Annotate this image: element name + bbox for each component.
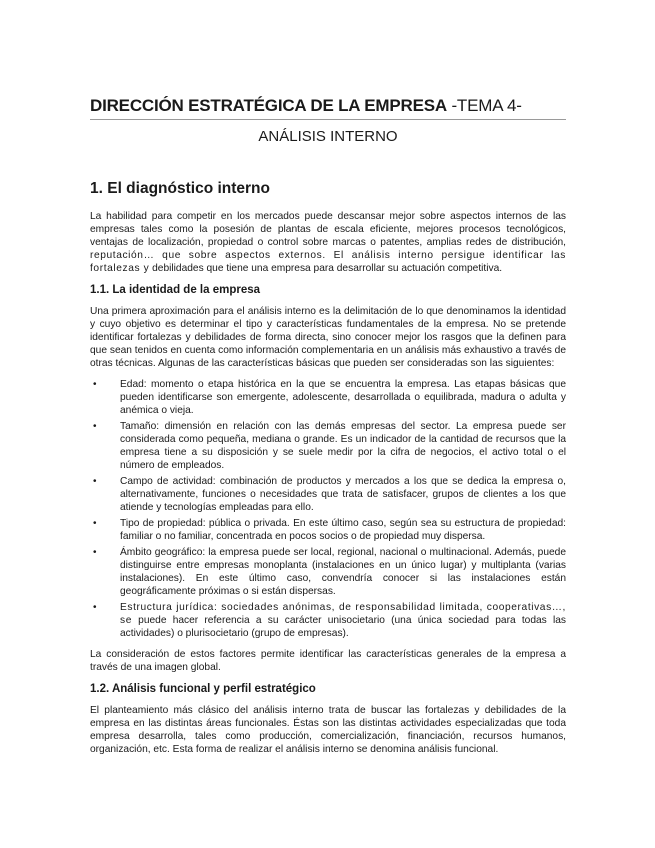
- document-title: [90, 96, 566, 120]
- list-item-text: Ámbito geográfico: la empresa puede ser local, regional, nacional o multinacional. Además, puede distinguirse entre empresas monoplanta (instalaciones en un único lugar) y multiplanta (varias instalaciones). En este último caso, convendría conocer si las instalaciones están geográficamente próximas o si están dispersas.: [120, 547, 566, 597]
- list-item: [93, 517, 566, 543]
- bullet-icon: •: [93, 547, 97, 558]
- list-item-text-b: puede hacer referencia a su carácter unisocietario (una única sociedad para todas las actividades) o plurisocietario (grupo de empresas).: [120, 615, 566, 639]
- document-subtitle: ANÁLISIS INTERNO: [258, 128, 398, 145]
- paragraph-diagnostico-part-b: reputación… que sobre aspectos externos. El análisis interno persigue identificar las fortalezas y: [90, 250, 566, 274]
- list-item-text-a: Estructura jurídica: sociedades anónimas, de responsabilidad limitada, cooperativas…, se: [120, 602, 566, 626]
- title-topic: -TEMA 4-: [446, 96, 522, 115]
- list-item-text: Tipo de propiedad: pública o privada. En este último caso, según sea su estructura de propiedad: familiar o no familiar, concentrada en pocos socios o de propiedad muy dispersa.: [120, 518, 566, 542]
- bullet-icon: •: [93, 518, 97, 529]
- paragraph-funcional: El planteamiento más clásico del análisis interno trata de buscar las fortalezas y debilidades de la empresa en las distintas áreas funcionales. Éstas son las distintas actividades especializadas que toda empresa desarrolla, tales como producción, comercialización, financiación, recursos humanos, organización, etc. Esta forma de realizar el análisis interno se denomina análisis funcional.: [90, 705, 566, 755]
- bullet-icon: •: [93, 476, 97, 487]
- bullet-icon: •: [93, 421, 97, 432]
- section-heading-diagnostico: 1. El diagnóstico interno: [90, 180, 270, 197]
- paragraph-identidad-intro: Una primera aproximación para el análisis interno es la delimitación de lo que denominamos la identidad y cuyo objetivo es determinar el tipo y características fundamentales de la empresa. No se pretende identificar fortalezas y debilidades de forma directa, sino conocer mejor los rasgos que la definen para que sean tenidos en cuenta como información complementaria en un análisis más exhaustivo a través de otras técnicas. Algunas de las características básicas que pueden ser consideradas son las siguientes:: [90, 306, 566, 369]
- document-page: [90, 96, 566, 764]
- list-item: [93, 378, 566, 417]
- list-item: [93, 546, 566, 598]
- paragraph-identidad-closing: La consideración de estos factores permite identificar las características generales de la empresa a través de una imagen global.: [90, 649, 566, 673]
- list-item: [93, 420, 566, 472]
- paragraph-diagnostico-part-c: debilidades que tiene una empresa para desarrollar su actuación competitiva.: [149, 263, 503, 274]
- bullet-icon: •: [93, 379, 97, 390]
- list-item: [93, 601, 566, 640]
- list-item-text: Tamaño: dimensión en relación con las demás empresas del sector. La empresa puede ser considerada como pequeña, mediana o grande. Es un indicador de la cantidad de recursos que la empresa tiene a su disposición y se suele medir por la cifra de negocios, el activo total o el número de empleados.: [120, 421, 566, 471]
- list-item-text: Edad: momento o etapa histórica en la que se encuentra la empresa. Las etapas básicas que pueden identificarse son emergente, adolescente, desarrollada o equilibrada, madura o adulta y anémica o vieja.: [120, 379, 566, 416]
- paragraph-diagnostico-part-a: La habilidad para competir en los mercados puede descansar mejor sobre aspectos internos de las empresas tales como la posesión de plantas de escala eficiente, mejores procesos tecnológicos, ventajas de localización, propiedad o control sobre marcas o patentes, amplias redes de distribución,: [90, 211, 566, 248]
- subsection-heading-identidad: 1.1. La identidad de la empresa: [90, 284, 261, 296]
- subsection-heading-funcional: 1.2. Análisis funcional y perfil estratégico: [90, 683, 316, 695]
- list-item: [93, 475, 566, 514]
- characteristics-list: [90, 378, 566, 640]
- list-item-text: Campo de actividad: combinación de productos y mercados a los que se dedica la empresa o, alternativamente, funciones o necesidades que trata de satisfacer, grupos de clientes a los que atiende y tecnologías empleadas para ello.: [120, 476, 566, 513]
- title-main: DIRECCIÓN ESTRATÉGICA DE LA EMPRESA: [90, 96, 447, 115]
- paragraph-diagnostico: [90, 210, 566, 275]
- bullet-icon: •: [93, 602, 97, 613]
